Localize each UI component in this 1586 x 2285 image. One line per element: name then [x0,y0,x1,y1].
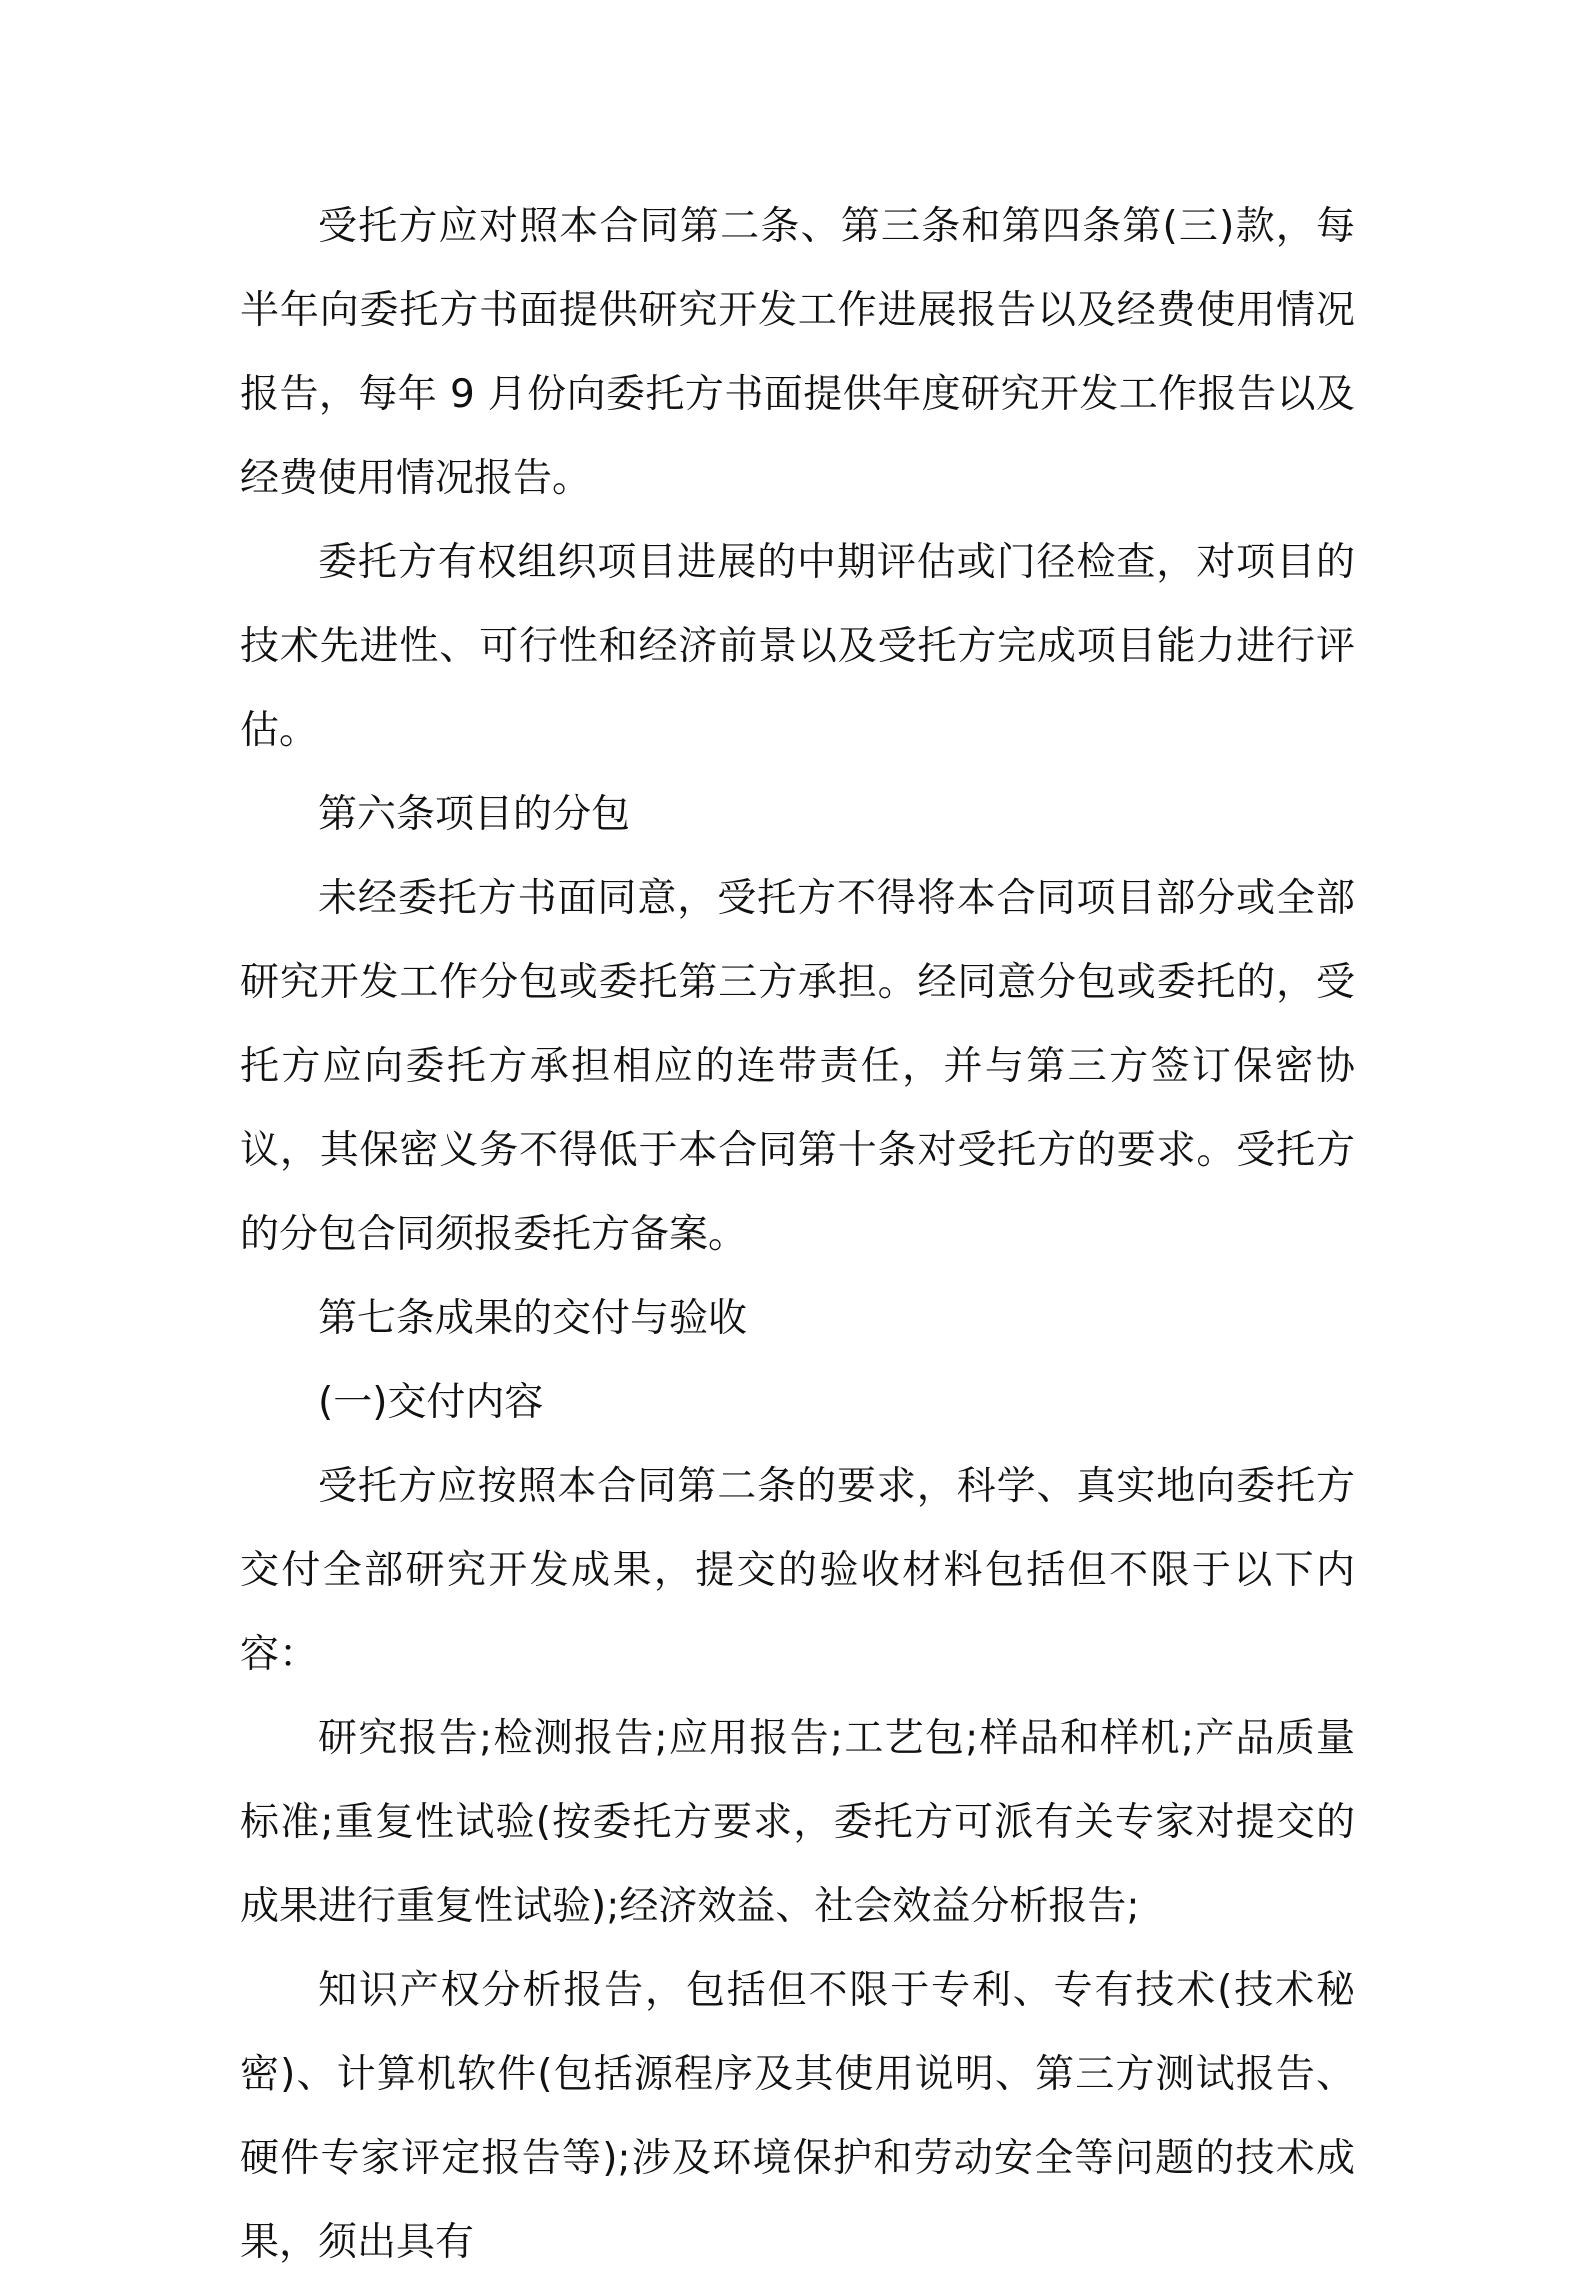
paragraph-subcontracting: 未经委托方书面同意，受托方不得将本合同项目部分或全部研究开发工作分包或委托第三方承担。经同意分包或委托的，受托方应向委托方承担相应的连带责任，并与第三方签订保密协议，其保密义务不得低于本合同第十条对受托方的要求。受托方的分包合同须报委托方备案。 [240,876,1355,1257]
paragraph-progress-report: 受托方应对照本合同第二条、第三条和第四条第(三)款，每半年向委托方书面提供研究开发工作进展报告以及经费使用情况报告，每年 9 月份向委托方书面提供年度研究开发工作报告以及经费使用情况报告。 [240,204,1355,501]
document-body [240,185,1355,2285]
paragraph-midterm-evaluation: 委托方有权组织项目进展的中期评估或门径检查，对项目的技术先进性、可行性和经济前景以及受托方完成项目能力进行评估。 [240,540,1355,753]
section-heading-article-6: 第六条项目的分包 [318,792,631,837]
paragraph-delivery-requirements: 受托方应按照本合同第二条的要求，科学、真实地向委托方交付全部研究开发成果，提交的验收材料包括但不限于以下内容： [240,1464,1355,1677]
paragraph-report-list: 研究报告;检测报告;应用报告;工艺包;样品和样机;产品质量标准;重复性试验(按委托方要求，委托方可派有关专家对提交的成果进行重复性试验);经济效益、社会效益分析报告; [240,1716,1355,1929]
subsection-heading-delivery-content: (一)交付内容 [318,1380,544,1425]
section-heading-article-7: 第七条成果的交付与验收 [318,1296,748,1341]
paragraph-ip-analysis: 知识产权分析报告，包括但不限于专利、专有技术(技术秘密)、计算机软件(包括源程序及其使用说明、第三方测试报告、硬件专家评定报告等);涉及环境保护和劳动安全等问题的技术成果，须出具有 [240,1968,1355,2265]
